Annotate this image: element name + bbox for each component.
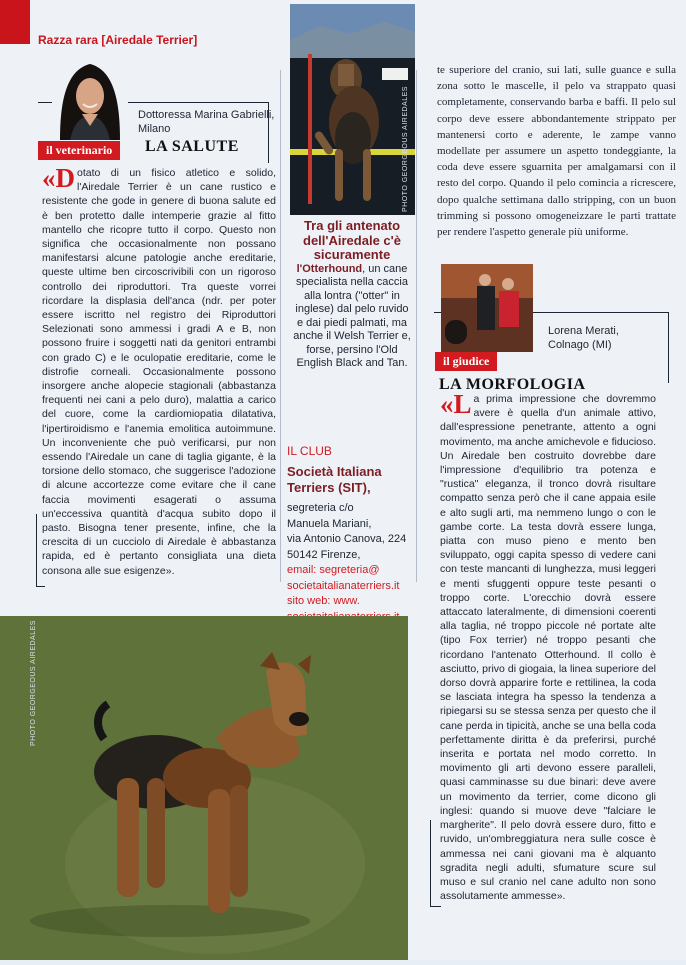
vet-name: Dottoressa Marina Gabrielli, [138,109,275,121]
photo-credit: PHOTO GEORGEOUS AIREDALES [30,620,37,746]
judge-body: a prima impressione che dovremmo avere è quella d'un animale attivo, dall'espressione penetrante, attento a ogni movimento, ma anche amichevole e fiducioso. Un Airedale ben costruito dovrebbe dare l'impressione d'equilibrio tra potenza e "rustica" eleganza, il tronco dovrà risultare compatto senza però che il cane appaia esile e alto sugli arti, ma nemmeno lungo o con le gambe corte. La testa dovrà essere lunga, piatta con muso pieno e mento ben sviluppato, oggi capita spesso di vedere cani con teste mancanti di lunghezza, musi leggeri e menti sfuggenti oppure teste pesanti o troppo corte. L'orecchio dovrà essere attaccato lateralmente, di dimensioni coerenti alla taglia, né troppo piccole né portate alte (tipo Fox terrier) né troppo pesanti che ricordano l'antenato Otterhound. Il collo è asciutto, privo di giogaia, la linea superiore del dorso dovrà apparire forte e rettilinea, la coda se lasciata integra ha spesso la tendenza a ripiegarsi su se stessa senza per questo che il cane perda in tipicità, anche se una bella coda perfettamente diritta è da preferirsi, purché inserita e portata nel modo corretto. In movimento gli arti devono essere paralleli, quasi camminasse su due binari: deve avere un movimento da terrier, come dicono gli inglesi: quando si muove deve "falciare le margherite". Il pelo dovrà essere duro, fitto e ruvido, un'ombreggiatura nera sulle cosce è ammessa nei cani giovani ma è alquanto sgradita negli adulti, sfumature scure sul muso e sul cranio nel cane adulto non sono assolutamente ammesse». [440,393,656,903]
judge-byline [548,324,668,352]
judge-badge: il giudice [435,352,497,371]
vet-dropcap: «D [42,163,75,193]
photo-credit: PHOTO GEORGEOUS AIREDALES [402,86,409,212]
club-email-domain[interactable]: societaitalianaterriers.it [287,579,400,592]
caption-lead: Tra gli antenato dell'Airedale c'è sicuramente [303,218,401,262]
judge-name: Lorena Merati, [548,325,619,337]
column-rule [416,70,417,582]
section-title: Razza rara [38,33,99,47]
caption-name: l'Otterhound [296,262,363,275]
club-email-line[interactable]: email: segreteria@ [287,564,380,576]
vet-article-text [42,163,276,580]
column-rule [280,70,281,582]
vet-bracket [36,514,45,587]
club-box [287,444,412,625]
grooming-text: te superiore del cranio, sui lati, sulle guance e sulla zona sotto le mascelle, il pelo va strappato quasi completamente, conservando barba e baffi. Il pelo sul corpo deve essere abbondantemente strippato per mantenersi corto e aderente, le zampe vanno modellate per assumere un aspetto tondeggiante, la coda deve essere sguarnita per amalgamarsi con il resto del corpo. Quando il pelo comincia a ricrescere, dopo qualche settimana dallo stripping, con un buon trimming si possono omogeneizzare le parti trattate per rendere l'aspetto generale più uniforme. [437,64,676,239]
dog-agility-photo [290,4,415,215]
vet-portrait [52,52,128,140]
club-site-line[interactable]: sito web: www. [287,595,360,607]
vet-byline [138,108,278,136]
vet-badge: il veterinario [38,141,120,160]
club-line: via Antonio Canova, 224 [287,533,407,545]
caption-rest: , un cane specialista nella caccia alla lontra ("otter" in inglese) dal pelo ruvido e dai piedi palmati, ma anche il Welsh Terrier e, forse, persino l'Old English Black and Tan. [293,262,411,369]
judge-dropcap: «L [440,389,472,419]
dog-standing-photo [0,616,408,960]
judge-headline: LA MORFOLOGIA [439,376,586,393]
judge-city: Colnago (MI) [548,339,612,351]
club-line: 50142 Firenze, [287,548,361,561]
vet-body: otato di un fisico atletico e solido, l'Airedale Terrier è un cane rustico e resistente che gode in genere di buona salute ed è ben protetto dalle intemperie grazie al fitto mantello che ricopre tutto il corpo. Questo non significa che occasionalmente non possano manifestarsi alcune patologie anche ereditarie, queste ultime ben circoscrivibili con un rigoroso controllo dei riproduttori. Tra queste vorrei ricordare la displasia dell'anca (ndr. per poter essere iscritto nel registro dei Riproduttori Selezionati sono ammessi i gradi A e B, non possono fruire i soggetti nati da genitori entrambi con grado C) e le oculopatie ereditarie, come le distrofie corneali. Occasionalmente possono insorgere anche alopecie stagionali (abbastanza frequenti nei cani a pelo duro), malattia a carico del cuore, come la cardiomiopatia dilatativa, l'ipertiroidismo e l'anemia emolitica autoimmune. Un inconveniente che può verificarsi, pur non essendo l'Airedale un cane di taglia gigante, è la torsione dello stomaco, che suggerisce l'adozione di alcune accortezze come evitare che il cane faccia movimenti esagerati o assuma un'eccessiva quantità d'acqua subito dopo il pasto. Bisogna tener presente, infine, che la crescita di un cucciolo di Airedale è abbastanza rapida, ed è pertanto consigliata una dieta consona alle sue esigenze». [42,167,276,577]
club-contact [287,501,412,625]
section-color-tab [0,0,30,44]
vet-city: Milano [138,123,171,135]
club-line: Manuela Mariani, [287,517,372,530]
photo-caption [292,219,412,371]
club-tag: IL CLUB [287,444,332,458]
judge-article-text [440,389,656,903]
vet-headline: LA SALUTE [145,138,239,155]
club-name: Società Italiana Terriers (SIT), [287,464,382,495]
judge-photo [441,264,533,352]
section-header [38,33,197,47]
judge-bracket [430,820,441,907]
club-line: segreteria c/o [287,502,354,514]
breed-tag: [Airedale Terrier] [101,33,198,47]
